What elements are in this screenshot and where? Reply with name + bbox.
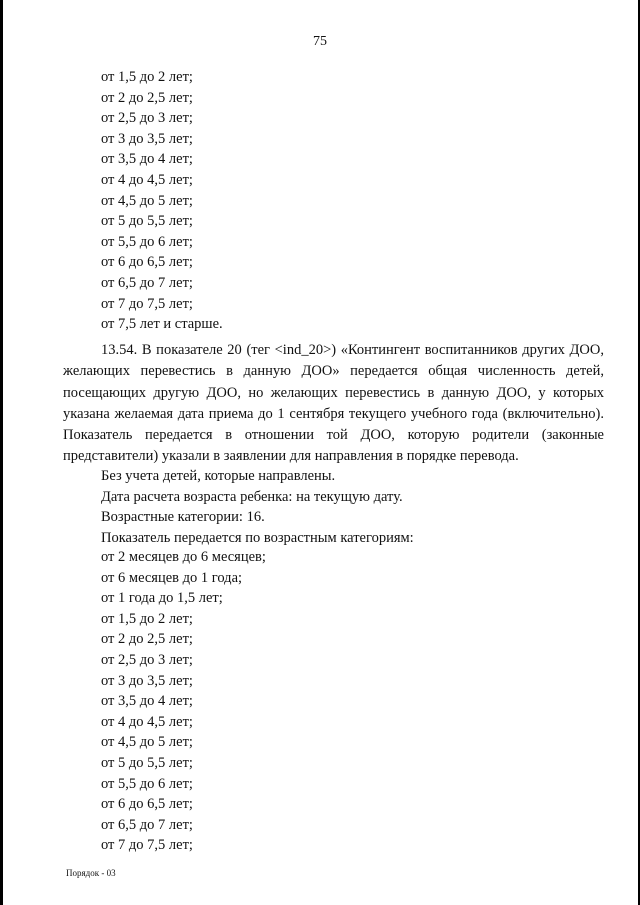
list-item: от 5,5 до 6 лет; bbox=[101, 775, 193, 792]
list-item: от 7 до 7,5 лет; bbox=[101, 837, 193, 854]
list-item: от 2 месяцев до 6 месяцев; bbox=[101, 549, 266, 565]
list-item: от 3,5 до 4 лет; bbox=[101, 693, 193, 710]
indicator-details bbox=[101, 466, 414, 548]
age-category-list-bottom bbox=[101, 547, 266, 856]
list-item: от 1,5 до 2 лет; bbox=[101, 610, 193, 627]
page-number: 75 bbox=[313, 34, 327, 49]
detail-line: Возрастные категории: 16. bbox=[101, 509, 265, 526]
list-item: от 4,5 до 5 лет; bbox=[101, 192, 193, 209]
list-item: от 1,5 до 2 лет; bbox=[101, 69, 193, 85]
list-item: от 4 до 4,5 лет; bbox=[101, 171, 193, 188]
list-item: от 5 до 5,5 лет; bbox=[101, 213, 193, 230]
list-item: от 5 до 5,5 лет; bbox=[101, 754, 193, 771]
document-footer: Порядок - 03 bbox=[66, 868, 116, 878]
detail-line: Дата расчета возраста ребенка: на текущую дату. bbox=[101, 488, 403, 505]
list-item: от 4,5 до 5 лет; bbox=[101, 734, 193, 751]
page-edge-left bbox=[0, 0, 3, 905]
list-item: от 2,5 до 3 лет; bbox=[101, 651, 193, 668]
list-item: от 2,5 до 3 лет; bbox=[101, 110, 193, 127]
list-item: от 6,5 до 7 лет; bbox=[101, 274, 193, 291]
list-item: от 6 месяцев до 1 года; bbox=[101, 569, 243, 586]
list-item: от 3 до 3,5 лет; bbox=[101, 130, 193, 147]
list-item: от 2 до 2,5 лет; bbox=[101, 89, 193, 106]
section-paragraph: 13.54. В показателе 20 (тег <ind_20>) «Контингент воспитанников других ДОО, желающих перевестись в данную ДОО» передается общая численность детей, посещающих другую ДОО, но желающих перевестись в данную ДОО, у которых указана желаемая дата приема до 1 сентября текущего учебного года (включительно). Показатель передается в отношении той ДОО, которую родители (законные представители) указали в заявлении для направления в порядке перевода. bbox=[63, 342, 604, 465]
detail-line: Показатель передается по возрастным категориям: bbox=[101, 529, 414, 546]
list-item: от 3,5 до 4 лет; bbox=[101, 151, 193, 168]
list-item: от 7,5 лет и старше. bbox=[101, 316, 223, 333]
list-item: от 6 до 6,5 лет; bbox=[101, 254, 193, 271]
age-category-list-top bbox=[101, 67, 223, 335]
list-item: от 7 до 7,5 лет; bbox=[101, 295, 193, 312]
detail-line: Без учета детей, которые направлены. bbox=[101, 468, 336, 484]
list-item: от 3 до 3,5 лет; bbox=[101, 672, 193, 689]
list-item: от 1 года до 1,5 лет; bbox=[101, 590, 223, 607]
list-item: от 6,5 до 7 лет; bbox=[101, 816, 193, 833]
list-item: от 6 до 6,5 лет; bbox=[101, 796, 193, 813]
list-item: от 5,5 до 6 лет; bbox=[101, 233, 193, 250]
list-item: от 2 до 2,5 лет; bbox=[101, 631, 193, 648]
list-item: от 4 до 4,5 лет; bbox=[101, 713, 193, 730]
